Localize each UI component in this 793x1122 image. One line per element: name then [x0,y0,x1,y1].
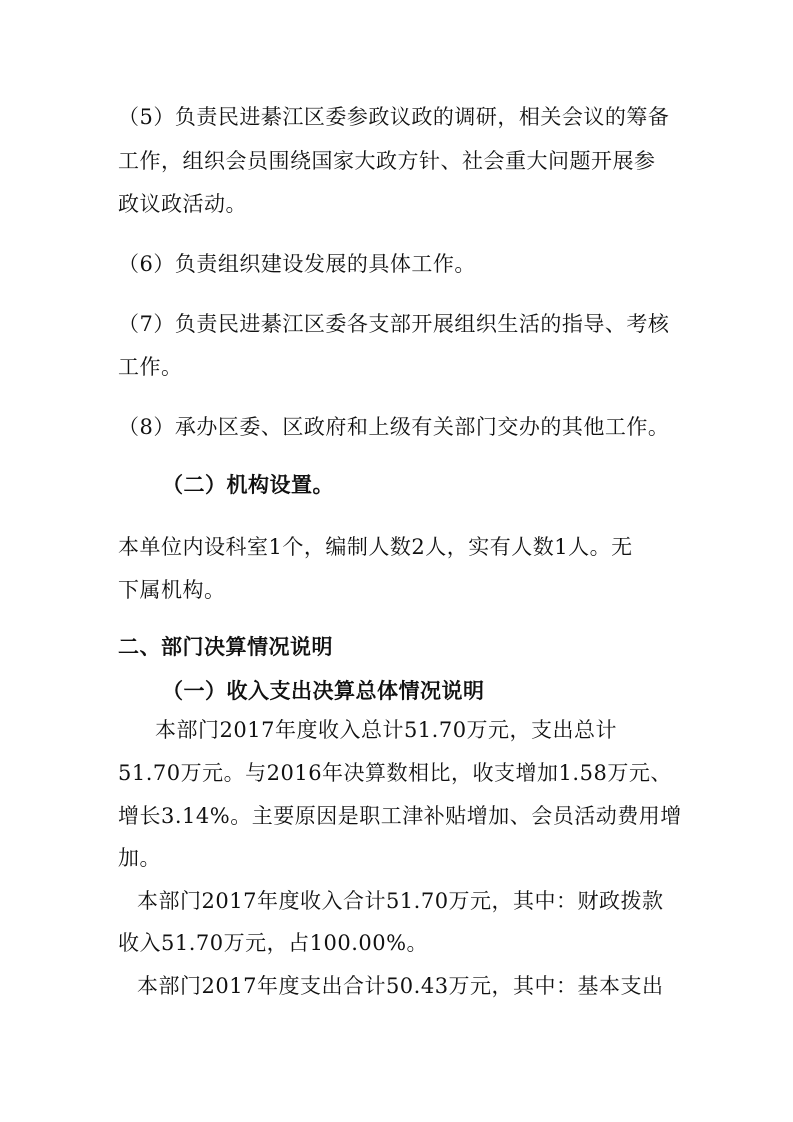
duty-7-line-1: （7）负责民进綦江区委各支部开展组织生活的指导、考核 [118,312,670,336]
summary-income-line-1: 本部门2017年度收入合计51.70万元，其中：财政拨款 [137,889,664,913]
section-org-heading: （二）机构设置。 [162,473,334,497]
duty-8-line-1: （8）承办区委、区政府和上级有关部门交办的其他工作。 [118,415,670,439]
summary-total-line-1: 本部门2017年度收入总计51.70万元，支出总计 [155,718,618,742]
summary-total-line-3: 增长3.14%。主要原因是职工津补贴增加、会员活动费用增 [118,804,682,828]
section-two-heading: 二、部门决算情况说明 [118,635,333,659]
summary-expense-line-1: 本部门2017年度支出合计50.43万元，其中：基本支出 [137,974,664,998]
duty-6-line-1: （6）负责组织建设发展的具体工作。 [118,252,476,276]
duty-5-line-1: （5）负责民进綦江区委参政议政的调研，相关会议的筹备 [118,105,670,129]
subsection-one-heading: （一）收入支出决算总体情况说明 [162,679,485,703]
duty-5-line-2: 工作，组织会员围绕国家大政方针、社会重大问题开展参 [118,149,656,173]
summary-total-line-4: 加。 [118,846,161,870]
summary-total-line-2: 51.70万元。与2016年决算数相比，收支增加1.58万元、 [118,761,672,785]
duty-7-line-2: 工作。 [118,355,183,379]
org-line-2: 下属机构。 [118,578,226,602]
org-line-1: 本单位内设科室1个，编制人数2人，实有人数1人。无 [118,535,633,559]
summary-income-line-2: 收入51.70万元，占100.00%。 [118,931,429,955]
duty-5-line-3: 政议政活动。 [118,192,247,216]
